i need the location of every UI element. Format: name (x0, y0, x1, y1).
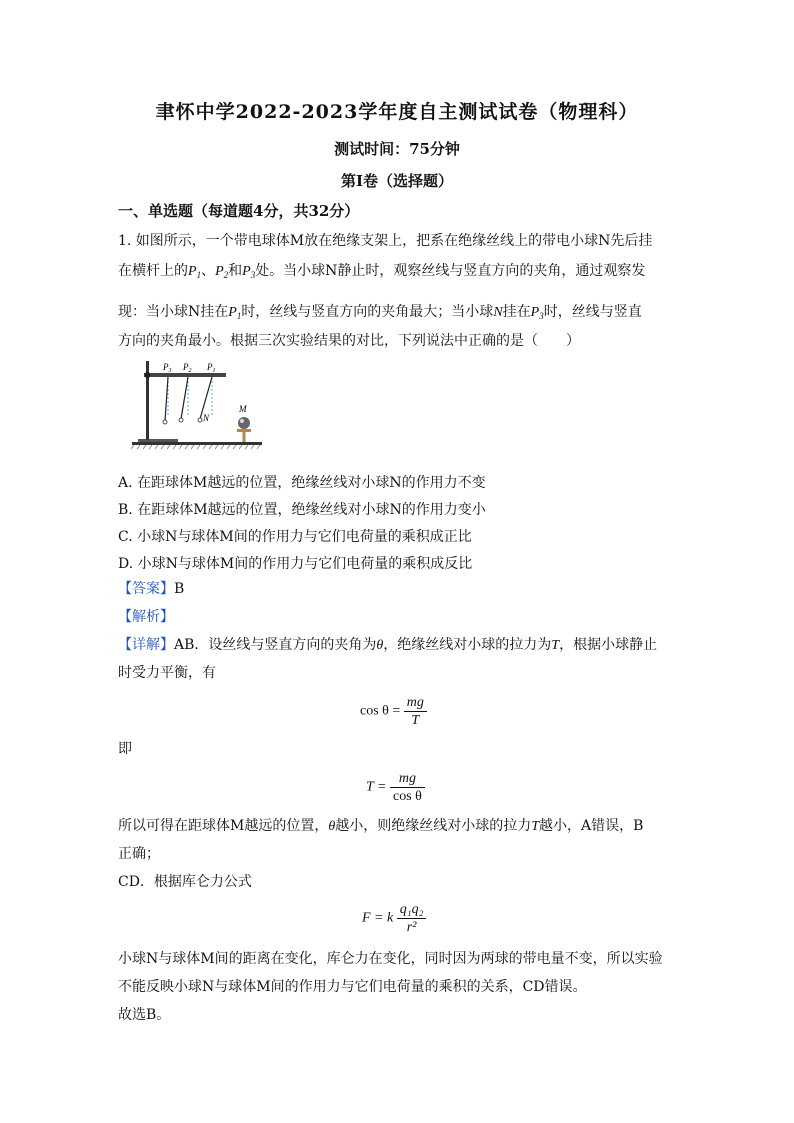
option-a: A. 在距球体M越远的位置，绝缘丝线对小球N的作用力不变 (118, 475, 486, 491)
detail-line-4: 正确； (118, 846, 160, 862)
detail-text: ，绝缘丝线对小球的拉力为 (383, 637, 552, 653)
question-text: 和 (228, 263, 243, 279)
detail-text: ，根据小球静止 (559, 637, 658, 653)
test-duration: 测试时间：75分钟 (334, 140, 460, 158)
volume-title: 第I卷（选择题） (340, 172, 454, 190)
ground-base (132, 442, 262, 445)
answer-line (118, 580, 184, 598)
ground-hatching (131, 445, 260, 449)
equation-lhs: cos θ = (360, 703, 401, 719)
ball-n-p1 (198, 418, 202, 422)
label-m: M (239, 404, 247, 414)
numerator: mg (404, 694, 427, 712)
answer-value: B (174, 581, 185, 597)
analysis-line (118, 608, 174, 626)
detail-text: 越小，则绝缘丝线对小球的拉力 (335, 818, 532, 834)
detail-text: 所以可得在距球体M越远的位置， (118, 818, 329, 834)
question-line-2 (118, 262, 645, 284)
page-title: 聿怀中学2022-2023学年度自主测试试卷（物理科） (155, 101, 639, 123)
detail-line-7: 不能反映小球N与球体M间的作用力与它们电荷量的乘积的关系，CD错误。 (118, 979, 587, 995)
stand-foot (138, 439, 178, 442)
detail-text: 越小，A错误，B (539, 818, 644, 834)
label-n: N (203, 413, 210, 423)
question-line-4: 方向的夹角最小。根据三次实验结果的对比，下列说法中正确的是（ ） (118, 333, 580, 349)
p1-label: $P_1$ (188, 264, 202, 280)
answer-tag: 【答案】 (118, 581, 174, 597)
label-p3: $P_3$ (163, 362, 172, 374)
fraction (390, 770, 425, 805)
question-text: 时，丝线与竖直方向的夹角最大；当小球 (241, 304, 494, 320)
detail-tag: 【详解】 (118, 637, 174, 653)
detail-line-6: 小球N与球体M间的距离在变化，库仑力在变化，同时因为两球的带电量不变，所以实验 (118, 951, 663, 967)
question-text: 挂在 (502, 304, 531, 320)
equation-lhs: F = k (362, 910, 394, 926)
numerator: mg (390, 770, 425, 788)
t-symbol: T (531, 819, 540, 834)
question-text: 时，丝线与竖直 (543, 304, 642, 320)
fraction (404, 694, 427, 729)
option-d: D. 小球N与球体M间的作用力与它们电荷量的乘积成反比 (118, 556, 473, 572)
question-text: 现：当小球N挂在 (118, 304, 229, 320)
theta-symbol: θ (328, 819, 336, 834)
theta-symbol: θ (376, 638, 384, 653)
detail-line-8: 故选B。 (118, 1007, 171, 1023)
detail-line-5: CD．根据库仑力公式 (118, 874, 252, 890)
section-heading: 一、单选题（每道题4分，共32分） (118, 202, 360, 220)
n-label: N (493, 305, 503, 320)
detail-ji: 即 (118, 741, 132, 757)
equation-lhs: T = (366, 779, 387, 795)
p3-label: $P_3$ (242, 264, 256, 280)
vertical-reference-lines (168, 377, 212, 417)
p3-label: $P_3$ (530, 305, 544, 321)
experiment-figure (130, 357, 265, 457)
clamp (145, 372, 151, 378)
equation-tension (366, 770, 425, 805)
denominator: r² (406, 920, 417, 935)
question-text: 、 (201, 263, 216, 279)
detail-line-2: 时受力平衡，有 (118, 665, 216, 681)
option-b: B. 在距球体M越远的位置，绝缘丝线对小球N的作用力变小 (118, 502, 486, 518)
sphere-m-highlight (240, 419, 244, 423)
label-p1: $P_1$ (207, 362, 216, 374)
stand-m-pole (243, 431, 246, 442)
label-p2: $P_2$ (183, 362, 192, 374)
equation-cos-theta (360, 694, 427, 729)
equation-coulomb (362, 901, 426, 936)
question-text: 处。当小球N静止时，观察丝线与竖直方向的夹角，通过观察发 (255, 263, 646, 279)
fraction (397, 901, 427, 936)
denominator: cos θ (392, 789, 422, 804)
ball-n-p3 (163, 420, 167, 424)
analysis-tag: 【解析】 (118, 609, 174, 625)
p1-label: $P_1$ (228, 305, 242, 321)
question-line-1: 1. 如图所示，一个带电球体M放在绝缘支架上，把系在绝缘丝线上的带电小球N先后挂 (118, 233, 653, 249)
detail-line-3 (118, 817, 643, 836)
numerator: q₁q₂ (397, 901, 427, 919)
question-line-3 (118, 303, 642, 325)
detail-line-1 (118, 636, 657, 655)
sphere-m (238, 417, 250, 429)
detail-text: AB．设丝线与竖直方向的夹角为 (174, 637, 377, 653)
p2-label: $P_2$ (215, 264, 229, 280)
option-c: C. 小球N与球体M间的作用力与它们电荷量的乘积成正比 (118, 529, 472, 545)
denominator: T (411, 713, 420, 728)
t-symbol: T (551, 638, 560, 653)
ball-n-p2 (179, 418, 183, 422)
question-text: 在横杆上的 (118, 263, 188, 279)
